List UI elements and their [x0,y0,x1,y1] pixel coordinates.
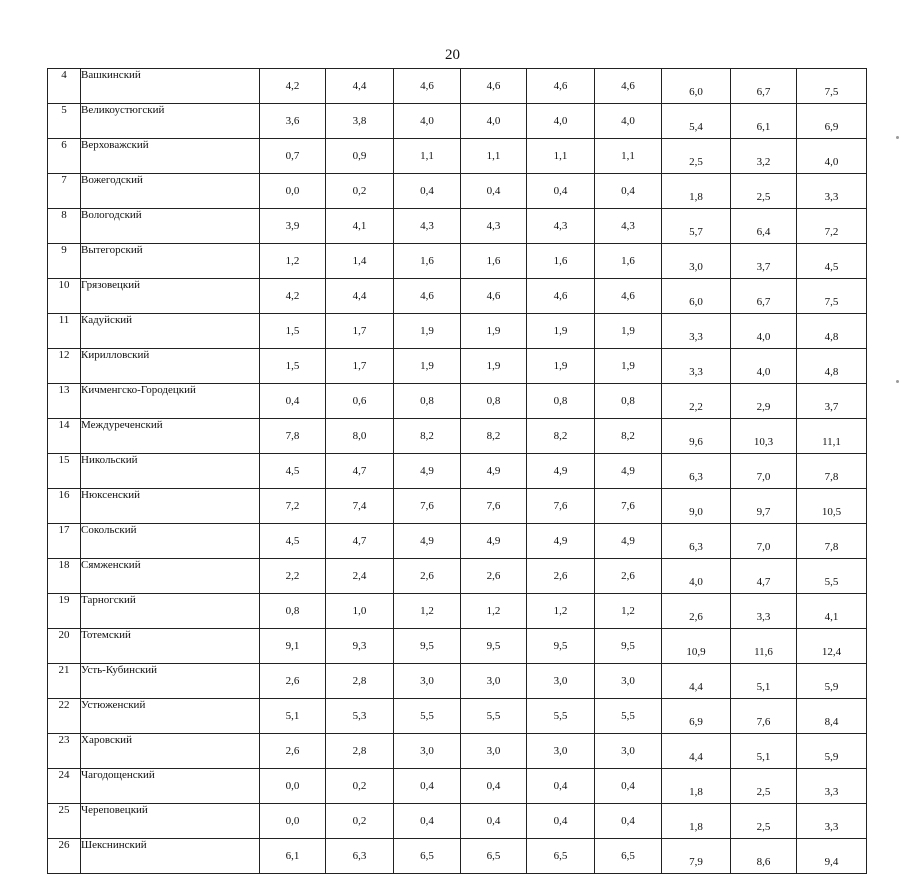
table-row [48,524,867,559]
value-cell: 1,9 [461,349,527,384]
value-cell: 2,5 [662,139,731,174]
row-number-cell: 5 [48,104,81,139]
table-row [48,384,867,419]
value-cell: 8,2 [461,419,527,454]
value-cell: 3,0 [461,664,527,699]
value-cell: 7,6 [595,489,662,524]
value-cell: 4,3 [461,209,527,244]
value-cell: 0,4 [394,174,461,209]
value-cell: 2,2 [260,559,326,594]
row-number-cell: 21 [48,664,81,699]
value-cell: 6,3 [662,524,731,559]
value-cell: 0,9 [326,139,394,174]
value-cell: 4,6 [461,279,527,314]
value-cell: 1,7 [326,349,394,384]
value-cell: 7,6 [527,489,595,524]
value-cell: 9,4 [797,839,867,874]
value-cell: 4,0 [731,349,797,384]
value-cell: 1,7 [326,314,394,349]
value-cell: 5,5 [394,699,461,734]
value-cell: 1,6 [461,244,527,279]
value-cell: 4,9 [461,454,527,489]
value-cell: 0,4 [527,174,595,209]
value-cell: 4,9 [527,524,595,559]
value-cell: 7,6 [731,699,797,734]
value-cell: 1,9 [394,314,461,349]
row-number-cell: 18 [48,559,81,594]
value-cell: 1,8 [662,804,731,839]
value-cell: 2,6 [260,664,326,699]
district-name-cell: Нюксенский [81,489,260,524]
district-name-cell: Вытегорский [81,244,260,279]
value-cell: 1,2 [595,594,662,629]
table-row [48,314,867,349]
value-cell: 7,9 [662,839,731,874]
value-cell: 3,0 [527,734,595,769]
value-cell: 2,5 [731,174,797,209]
value-cell: 7,8 [260,419,326,454]
value-cell: 1,8 [662,174,731,209]
value-cell: 5,1 [731,734,797,769]
district-name-cell: Сямженский [81,559,260,594]
row-number-cell: 9 [48,244,81,279]
value-cell: 4,1 [797,594,867,629]
value-cell: 2,5 [731,769,797,804]
table-row [48,489,867,524]
value-cell: 1,2 [394,594,461,629]
value-cell: 8,2 [527,419,595,454]
district-name-cell: Шекснинский [81,839,260,874]
value-cell: 1,9 [394,349,461,384]
table-row [48,139,867,174]
value-cell: 5,5 [527,699,595,734]
value-cell: 2,4 [326,559,394,594]
scan-speck [896,380,899,383]
value-cell: 4,4 [662,734,731,769]
value-cell: 3,0 [595,664,662,699]
value-cell: 1,9 [595,349,662,384]
value-cell: 0,0 [260,769,326,804]
value-cell: 5,5 [797,559,867,594]
row-number-cell: 23 [48,734,81,769]
value-cell: 3,0 [527,664,595,699]
row-number-cell: 14 [48,419,81,454]
value-cell: 0,4 [527,769,595,804]
value-cell: 4,8 [797,349,867,384]
value-cell: 3,0 [595,734,662,769]
value-cell: 9,5 [461,629,527,664]
value-cell: 1,1 [461,139,527,174]
value-cell: 3,6 [260,104,326,139]
value-cell: 9,5 [394,629,461,664]
value-cell: 2,6 [260,734,326,769]
value-cell: 2,8 [326,734,394,769]
value-cell: 8,0 [326,419,394,454]
value-cell: 4,6 [595,69,662,104]
table-row [48,804,867,839]
district-name-cell: Никольский [81,454,260,489]
value-cell: 4,4 [326,69,394,104]
value-cell: 0,8 [461,384,527,419]
district-name-cell: Кичменгско-Городецкий [81,384,260,419]
value-cell: 4,6 [394,69,461,104]
value-cell: 2,6 [527,559,595,594]
value-cell: 6,3 [662,454,731,489]
value-cell: 11,1 [797,419,867,454]
value-cell: 1,6 [595,244,662,279]
district-name-cell: Вашкинский [81,69,260,104]
value-cell: 0,4 [595,769,662,804]
value-cell: 4,9 [595,454,662,489]
value-cell: 0,4 [527,804,595,839]
value-cell: 8,2 [595,419,662,454]
value-cell: 7,6 [394,489,461,524]
district-name-cell: Кадуйский [81,314,260,349]
value-cell: 4,7 [326,524,394,559]
row-number-cell: 26 [48,839,81,874]
page-number: 20 [445,47,460,63]
value-cell: 4,4 [326,279,394,314]
value-cell: 1,9 [595,314,662,349]
table-row [48,209,867,244]
district-name-cell: Вожегодский [81,174,260,209]
value-cell: 4,0 [394,104,461,139]
district-name-cell: Грязовецкий [81,279,260,314]
value-cell: 1,1 [527,139,595,174]
row-number-cell: 16 [48,489,81,524]
value-cell: 4,9 [394,524,461,559]
value-cell: 1,1 [595,139,662,174]
value-cell: 0,0 [260,804,326,839]
table-row [48,279,867,314]
value-cell: 4,2 [260,279,326,314]
row-number-cell: 7 [48,174,81,209]
value-cell: 0,0 [260,174,326,209]
value-cell: 0,8 [527,384,595,419]
value-cell: 1,2 [260,244,326,279]
value-cell: 4,6 [527,69,595,104]
value-cell: 6,1 [731,104,797,139]
row-number-cell: 17 [48,524,81,559]
value-cell: 4,3 [527,209,595,244]
value-cell: 0,4 [394,804,461,839]
value-cell: 1,9 [527,349,595,384]
district-name-cell: Междуреченский [81,419,260,454]
district-name-cell: Вологодский [81,209,260,244]
value-cell: 5,7 [662,209,731,244]
table-row [48,664,867,699]
value-cell: 9,0 [662,489,731,524]
value-cell: 9,5 [595,629,662,664]
value-cell: 0,4 [394,769,461,804]
value-cell: 3,0 [461,734,527,769]
value-cell: 7,2 [260,489,326,524]
district-name-cell: Кирилловский [81,349,260,384]
value-cell: 1,9 [527,314,595,349]
value-cell: 0,8 [394,384,461,419]
value-cell: 1,0 [326,594,394,629]
value-cell: 5,1 [260,699,326,734]
scan-speck [896,136,899,139]
row-number-cell: 22 [48,699,81,734]
district-name-cell: Сокольский [81,524,260,559]
value-cell: 4,1 [326,209,394,244]
value-cell: 6,3 [326,839,394,874]
table-row [48,559,867,594]
value-cell: 3,3 [662,314,731,349]
value-cell: 1,9 [461,314,527,349]
value-cell: 4,9 [527,454,595,489]
value-cell: 0,4 [595,174,662,209]
value-cell: 9,6 [662,419,731,454]
value-cell: 6,5 [461,839,527,874]
value-cell: 6,7 [731,279,797,314]
value-cell: 6,5 [394,839,461,874]
row-number-cell: 25 [48,804,81,839]
value-cell: 12,4 [797,629,867,664]
value-cell: 7,4 [326,489,394,524]
district-name-cell: Харовский [81,734,260,769]
value-cell: 7,0 [731,524,797,559]
value-cell: 4,0 [797,139,867,174]
value-cell: 4,5 [797,244,867,279]
value-cell: 1,4 [326,244,394,279]
value-cell: 4,6 [595,279,662,314]
district-values-table [47,68,867,874]
value-cell: 7,5 [797,69,867,104]
value-cell: 6,0 [662,279,731,314]
value-cell: 4,9 [461,524,527,559]
value-cell: 8,4 [797,699,867,734]
value-cell: 0,4 [461,804,527,839]
value-cell: 3,3 [797,174,867,209]
value-cell: 7,2 [797,209,867,244]
table-row [48,69,867,104]
value-cell: 0,4 [461,769,527,804]
value-cell: 3,0 [394,664,461,699]
value-cell: 2,5 [731,804,797,839]
value-cell: 0,6 [326,384,394,419]
value-cell: 2,9 [731,384,797,419]
row-number-cell: 12 [48,349,81,384]
value-cell: 4,4 [662,664,731,699]
value-cell: 9,7 [731,489,797,524]
value-cell: 4,3 [394,209,461,244]
value-cell: 0,8 [595,384,662,419]
row-number-cell: 24 [48,769,81,804]
table-row [48,839,867,874]
value-cell: 4,9 [394,454,461,489]
table-row [48,699,867,734]
value-cell: 6,1 [260,839,326,874]
value-cell: 0,2 [326,804,394,839]
value-cell: 4,5 [260,524,326,559]
value-cell: 1,6 [527,244,595,279]
value-cell: 2,6 [595,559,662,594]
value-cell: 1,1 [394,139,461,174]
value-cell: 4,2 [260,69,326,104]
value-cell: 7,8 [797,524,867,559]
value-cell: 10,3 [731,419,797,454]
value-cell: 4,0 [662,559,731,594]
table-row [48,174,867,209]
table-row [48,594,867,629]
value-cell: 7,0 [731,454,797,489]
value-cell: 3,3 [797,804,867,839]
row-number-cell: 8 [48,209,81,244]
row-number-cell: 11 [48,314,81,349]
value-cell: 4,7 [731,559,797,594]
value-cell: 3,9 [260,209,326,244]
value-cell: 3,0 [394,734,461,769]
value-cell: 1,2 [527,594,595,629]
value-cell: 2,6 [662,594,731,629]
value-cell: 1,6 [394,244,461,279]
district-name-cell: Верховажский [81,139,260,174]
value-cell: 6,9 [797,104,867,139]
table-row [48,734,867,769]
value-cell: 4,0 [595,104,662,139]
value-cell: 4,0 [731,314,797,349]
value-cell: 0,2 [326,769,394,804]
value-cell: 1,5 [260,314,326,349]
value-cell: 0,4 [461,174,527,209]
value-cell: 4,7 [326,454,394,489]
value-cell: 5,5 [461,699,527,734]
value-cell: 4,6 [394,279,461,314]
table-row [48,629,867,664]
value-cell: 0,8 [260,594,326,629]
table-row [48,244,867,279]
value-cell: 1,5 [260,349,326,384]
value-cell: 3,0 [662,244,731,279]
value-cell: 0,4 [595,804,662,839]
value-cell: 4,3 [595,209,662,244]
district-name-cell: Чагодощенский [81,769,260,804]
value-cell: 8,6 [731,839,797,874]
value-cell: 5,1 [731,664,797,699]
value-cell: 7,8 [797,454,867,489]
value-cell: 6,5 [527,839,595,874]
value-cell: 0,2 [326,174,394,209]
row-number-cell: 15 [48,454,81,489]
value-cell: 3,7 [797,384,867,419]
value-cell: 5,9 [797,734,867,769]
row-number-cell: 6 [48,139,81,174]
value-cell: 6,9 [662,699,731,734]
value-cell: 4,6 [461,69,527,104]
value-cell: 5,9 [797,664,867,699]
value-cell: 8,2 [394,419,461,454]
value-cell: 3,8 [326,104,394,139]
row-number-cell: 10 [48,279,81,314]
value-cell: 4,6 [527,279,595,314]
value-cell: 1,8 [662,769,731,804]
value-cell: 10,9 [662,629,731,664]
row-number-cell: 19 [48,594,81,629]
value-cell: 0,7 [260,139,326,174]
value-cell: 4,0 [527,104,595,139]
value-cell: 6,4 [731,209,797,244]
table-body [48,69,867,874]
value-cell: 0,4 [260,384,326,419]
district-name-cell: Череповецкий [81,804,260,839]
value-cell: 2,2 [662,384,731,419]
value-cell: 5,5 [595,699,662,734]
value-cell: 6,7 [731,69,797,104]
value-cell: 9,1 [260,629,326,664]
row-number-cell: 13 [48,384,81,419]
value-cell: 1,2 [461,594,527,629]
value-cell: 3,3 [731,594,797,629]
value-cell: 6,0 [662,69,731,104]
district-name-cell: Великоустюгский [81,104,260,139]
district-name-cell: Тарногский [81,594,260,629]
value-cell: 2,6 [394,559,461,594]
value-cell: 6,5 [595,839,662,874]
district-name-cell: Тотемский [81,629,260,664]
value-cell: 10,5 [797,489,867,524]
table-row [48,104,867,139]
value-cell: 4,9 [595,524,662,559]
value-cell: 3,3 [662,349,731,384]
table-row [48,419,867,454]
value-cell: 9,5 [527,629,595,664]
row-number-cell: 4 [48,69,81,104]
value-cell: 2,8 [326,664,394,699]
value-cell: 4,0 [461,104,527,139]
value-cell: 7,6 [461,489,527,524]
value-cell: 3,2 [731,139,797,174]
value-cell: 9,3 [326,629,394,664]
district-name-cell: Устюженский [81,699,260,734]
value-cell: 4,8 [797,314,867,349]
value-cell: 4,5 [260,454,326,489]
table-row [48,454,867,489]
value-cell: 5,3 [326,699,394,734]
row-number-cell: 20 [48,629,81,664]
value-cell: 11,6 [731,629,797,664]
table-row [48,349,867,384]
table-row [48,769,867,804]
value-cell: 3,7 [731,244,797,279]
value-cell: 2,6 [461,559,527,594]
value-cell: 7,5 [797,279,867,314]
value-cell: 3,3 [797,769,867,804]
district-name-cell: Усть-Кубинский [81,664,260,699]
value-cell: 5,4 [662,104,731,139]
